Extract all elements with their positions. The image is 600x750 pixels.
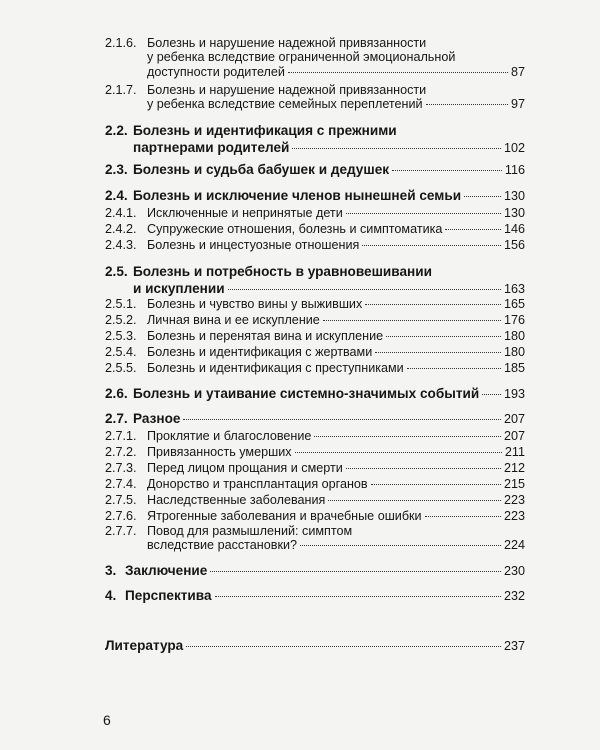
dot-leader <box>210 571 501 572</box>
toc-entry-2-7-7[interactable] <box>105 524 525 553</box>
toc-entry-title-line: Повод для размышлений: симптом <box>147 524 353 538</box>
toc-entry-page: 146 <box>503 222 525 236</box>
toc-entry-number: 2.5.2. <box>105 313 137 327</box>
toc-entry-2-5-3[interactable] <box>105 329 525 343</box>
toc-entry-number: 2.1.7. <box>105 83 137 97</box>
toc-entry-title-line: Литература <box>105 638 184 653</box>
toc-entry-page: 156 <box>503 238 525 252</box>
toc-entry-title-line: Болезнь и чувство вины у выживших <box>147 297 363 311</box>
toc-entry-page: 211 <box>504 445 525 459</box>
toc-entry-number: 2.5. <box>105 264 128 279</box>
toc-entry-page: 223 <box>503 509 525 523</box>
toc-entry-page: 176 <box>503 313 525 327</box>
dot-leader <box>300 545 501 546</box>
toc-entry-2-7-5[interactable] <box>105 493 525 507</box>
toc-entry-4[interactable] <box>105 588 525 605</box>
toc-entry-page: 232 <box>503 589 525 603</box>
toc-entry-number: 2.5.5. <box>105 361 137 375</box>
toc-entry-3[interactable] <box>105 563 525 580</box>
dot-leader <box>375 352 501 353</box>
toc-entry-number: 2.5.1. <box>105 297 137 311</box>
toc-entry-number: 2.5.4. <box>105 345 137 359</box>
toc-entry-page: 163 <box>503 281 525 296</box>
toc-entry-number: 2.7.7. <box>105 524 137 538</box>
toc-entry-page: 212 <box>503 461 525 475</box>
toc-entry-number: 4. <box>105 588 117 603</box>
toc-entry-title-line: Исключенные и непринятые дети <box>147 206 343 220</box>
dot-leader <box>183 419 501 420</box>
toc-entry-title-line: Перед лицом прощания и смерти <box>147 461 343 475</box>
toc-entry-number: 2.4.1. <box>105 206 137 220</box>
dot-leader <box>464 196 501 197</box>
toc-entry-page: 185 <box>503 361 525 375</box>
toc-entry-2-1-6[interactable] <box>105 36 525 79</box>
toc-entry-title-line: у ребенка вследствие ограниченной эмоциональной <box>147 50 456 65</box>
toc-entry-title-line: Болезнь и нарушение надежной привязанности <box>147 36 427 50</box>
dot-leader <box>445 229 501 230</box>
toc-entry-2-5[interactable] <box>105 264 525 297</box>
dot-leader <box>328 500 501 501</box>
dot-leader <box>228 289 501 290</box>
toc-entry-title-line: Донорство и трансплантация органов <box>147 477 368 491</box>
toc-entry-page: 97 <box>510 97 525 112</box>
toc-entry-page: 223 <box>503 493 525 507</box>
toc-entry-2-4[interactable] <box>105 188 525 205</box>
toc-entry-number: 2.6. <box>105 386 128 401</box>
toc-entry-2-7-3[interactable] <box>105 461 525 475</box>
toc-entry-2-7-1[interactable] <box>105 429 525 443</box>
toc-entry-2-4-3[interactable] <box>105 238 525 252</box>
toc-entry-number: 2.7.3. <box>105 461 137 475</box>
toc-entry-number: 2.7. <box>105 411 128 426</box>
toc-entry-title-line: Ятрогенные заболевания и врачебные ошибки <box>147 509 422 523</box>
dot-leader <box>346 468 501 469</box>
toc-entry-number: 2.7.5. <box>105 493 137 507</box>
toc-entry-title-line: у ребенка вследствие семейных переплетений <box>147 97 423 112</box>
toc-entry-page: 116 <box>504 163 525 177</box>
toc-entry-2-4-1[interactable] <box>105 206 525 220</box>
dot-leader <box>392 170 502 171</box>
toc-entry-page: 165 <box>503 297 525 311</box>
toc-entry-page: 180 <box>503 345 525 359</box>
dot-leader <box>292 148 501 149</box>
toc-entry-title-line: Заключение <box>125 563 208 578</box>
toc-entry-page: 193 <box>503 387 525 401</box>
toc-entry-2-5-2[interactable] <box>105 313 525 327</box>
toc-entry-2-6[interactable] <box>105 386 525 403</box>
toc-entry-page: 87 <box>510 64 525 79</box>
toc-entry-number: 2.7.1. <box>105 429 137 443</box>
toc-entry-title-line: Наследственные заболевания <box>147 493 326 507</box>
toc-entry-2-5-1[interactable] <box>105 297 525 311</box>
toc-entry-2-5-5[interactable] <box>105 361 525 375</box>
toc-entry-2-7[interactable] <box>105 411 525 428</box>
toc-entry-number: 2.4.2. <box>105 222 137 236</box>
dot-leader <box>426 104 508 105</box>
toc-entry-number: 2.3. <box>105 162 128 177</box>
dot-leader <box>371 484 501 485</box>
toc-entry-page: 215 <box>503 477 525 491</box>
toc-entry-number: 2.7.6. <box>105 509 137 523</box>
toc-entry-title-line: доступности родителей <box>147 64 285 79</box>
dot-leader <box>346 213 501 214</box>
toc-entry-2-7-6[interactable] <box>105 509 525 523</box>
toc-entry-title-line: Болезнь и идентификация с прежними <box>133 123 397 138</box>
toc-entry-title-line: Перспектива <box>125 588 212 603</box>
toc-entry-number: 2.2. <box>105 123 128 138</box>
dot-leader <box>288 72 508 73</box>
toc-entry-2-7-4[interactable] <box>105 477 525 491</box>
toc-entry-title-line: Разное <box>133 411 181 426</box>
dot-leader <box>314 436 501 437</box>
toc-entry-2-4-2[interactable] <box>105 222 525 236</box>
toc-entry-2-7-2[interactable] <box>105 445 525 459</box>
dot-leader <box>215 596 501 597</box>
toc-entry-2-3[interactable] <box>105 162 525 179</box>
toc-entry-title-line: Болезнь и потребность в уравновешивании <box>133 264 432 279</box>
toc-entry-title-line: Личная вина и ее искупление <box>147 313 320 327</box>
toc-entry-number: 2.5.3. <box>105 329 137 343</box>
toc-entry-page: 130 <box>503 189 525 203</box>
toc-entry-title-line: Болезнь и судьба бабушек и дедушек <box>133 162 390 177</box>
toc-entry-page: 207 <box>503 429 525 443</box>
toc-entry-number: 2.1.6. <box>105 36 137 50</box>
toc-entry-title-line: Супружеские отношения, болезнь и симптоматика <box>147 222 443 236</box>
toc-entry-title-line: Болезнь и нарушение надежной привязанности <box>147 83 427 97</box>
dot-leader <box>386 336 501 337</box>
toc-entry-number: 3. <box>105 563 117 578</box>
toc-entry-title-line: вследствие расстановки? <box>147 538 297 553</box>
toc-entry-number: 2.4. <box>105 188 128 203</box>
toc-entry-page: 207 <box>503 412 525 426</box>
toc-entry-page: 130 <box>503 206 525 220</box>
toc-entry-2-5-4[interactable] <box>105 345 525 359</box>
toc-entry-number: 2.7.4. <box>105 477 137 491</box>
toc-entry-page: 102 <box>503 140 525 155</box>
toc-entry-title-line: Болезнь и идентификация с жертвами <box>147 345 373 359</box>
toc-entry-page: 180 <box>503 329 525 343</box>
dot-leader <box>295 452 502 453</box>
page-number: 6 <box>103 712 111 728</box>
toc-entry-references[interactable] <box>105 638 525 655</box>
dot-leader <box>482 394 501 395</box>
dot-leader <box>407 368 501 369</box>
toc-entry-title-line: Болезнь и идентификация с преступниками <box>147 361 404 375</box>
toc-entry-number: 2.4.3. <box>105 238 137 252</box>
toc-entry-title-line: партнерами родителей <box>133 139 290 155</box>
dot-leader <box>323 320 501 321</box>
toc-entry-title-line: Болезнь и утаивание системно-значимых событий <box>133 386 480 401</box>
toc-entry-title-line: и искуплении <box>133 280 225 296</box>
dot-leader <box>365 304 501 305</box>
toc-entry-number: 2.7.2. <box>105 445 137 459</box>
toc-entry-2-2[interactable] <box>105 123 525 156</box>
dot-leader <box>186 646 501 647</box>
toc-entry-page: 224 <box>503 538 525 553</box>
dot-leader <box>425 516 501 517</box>
toc-entry-title-line: Болезнь и исключение членов нынешней семьи <box>133 188 462 203</box>
toc-entry-title-line: Болезнь и перенятая вина и искупление <box>147 329 384 343</box>
toc-entry-page: 237 <box>503 639 525 653</box>
toc-entry-page: 230 <box>503 564 525 578</box>
toc-entry-title-line: Привязанность умерших <box>147 445 292 459</box>
toc-entry-title-line: Болезнь и инцестуозные отношения <box>147 238 360 252</box>
dot-leader <box>362 245 501 246</box>
toc-entry-title-line: Проклятие и благословение <box>147 429 312 443</box>
toc-entry-2-1-7[interactable] <box>105 83 525 112</box>
